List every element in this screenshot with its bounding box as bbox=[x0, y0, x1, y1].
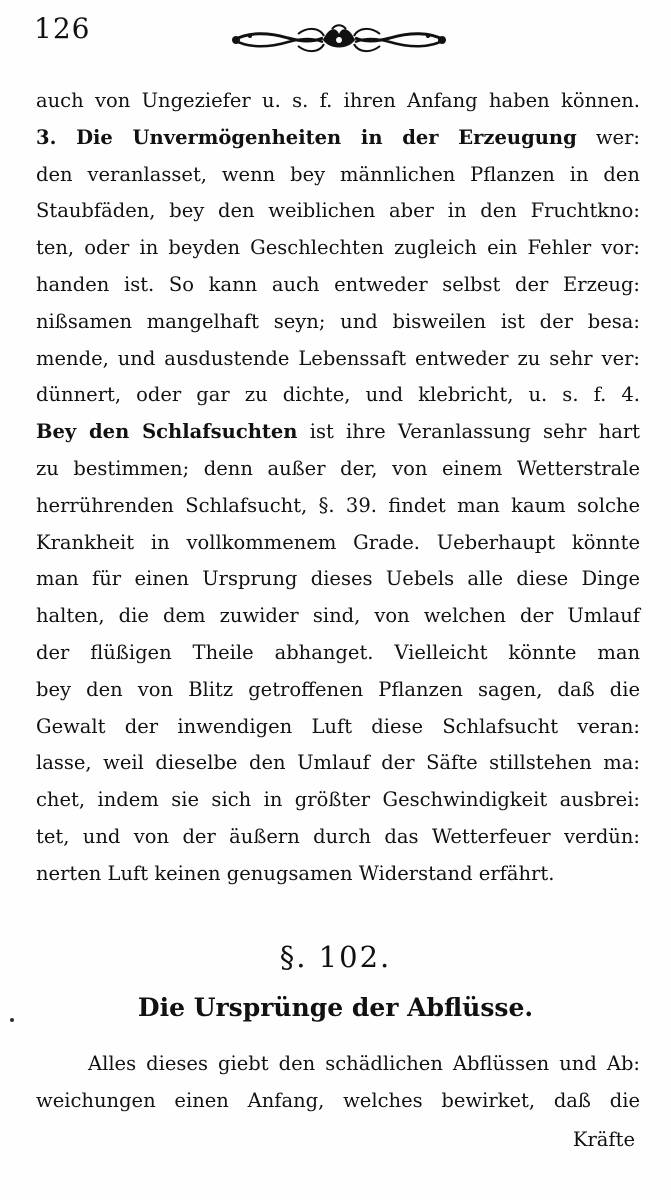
text-run: chet, indem sie sich in größter Geschwindigkeit ausbrei: bbox=[36, 788, 640, 812]
text-run: Gewalt der inwendigen Luft diese Schlafsucht veran: bbox=[36, 714, 640, 738]
text-run: weichungen einen Anfang, welches bewirket, daß die bbox=[36, 1088, 640, 1112]
paragraph1-line bbox=[36, 709, 640, 746]
paragraph1-line bbox=[36, 157, 640, 194]
text-run: lasse, weil dieselbe den Umlauf der Säfte stillstehen ma: bbox=[36, 751, 640, 775]
text-run: handen ist. So kann auch entweder selbst der Erzeug: bbox=[36, 272, 640, 296]
paragraph1-line bbox=[36, 193, 640, 230]
paragraph1-line bbox=[36, 120, 640, 157]
paragraph-section-102 bbox=[36, 1046, 640, 1120]
section-number: §. 102. bbox=[279, 940, 392, 974]
catchword: Kräfte bbox=[572, 1128, 635, 1151]
paragraph1-line bbox=[36, 341, 640, 378]
paragraph1-line bbox=[36, 745, 640, 782]
text-run: bey den von Blitz getroffenen Pflanzen sagen, daß die bbox=[36, 677, 640, 701]
text-run: halten, die dem zuwider sind, von welchen der Umlauf bbox=[36, 604, 640, 628]
text-run: nißsamen mangelhaft seyn; und bisweilen ist der besa: bbox=[36, 309, 640, 333]
paragraph1-line bbox=[36, 488, 640, 525]
print-speck bbox=[10, 1018, 14, 1022]
text-run: wer: bbox=[576, 125, 640, 149]
paragraph1-line bbox=[36, 598, 640, 635]
text-run: mende, und ausdustende Lebenssaft entweder zu sehr ver: bbox=[36, 346, 640, 370]
text-run: den veranlasset, wenn bey männlichen Pflanzen in den bbox=[36, 162, 640, 186]
paragraph1-line bbox=[36, 561, 640, 598]
section-heading: Die Ursprünge der Abflüsse. bbox=[137, 993, 534, 1022]
text-run: dünnert, oder gar zu dichte, und klebricht, u. s. f. 4. bbox=[36, 383, 640, 407]
paragraph1-line bbox=[36, 230, 640, 267]
ornament-icon bbox=[228, 24, 450, 56]
text-run: Staubfäden, bey den weiblichen aber in den Fruchtkno: bbox=[36, 199, 640, 223]
text-run: tet, und von der äußern durch das Wetterfeuer verdün: bbox=[36, 824, 640, 848]
paragraph1-line bbox=[36, 377, 640, 414]
paragraph1-line bbox=[36, 782, 640, 819]
paragraph1-line bbox=[36, 525, 640, 562]
text-run: herrührenden Schlafsucht, §. 39. findet man kaum solche bbox=[36, 493, 640, 517]
page-number: 126 bbox=[34, 12, 91, 45]
paragraph2-line bbox=[36, 1083, 640, 1120]
text-run: ten, oder in beyden Geschlechten zugleich ein Fehler vor: bbox=[36, 236, 640, 260]
paragraph1-line bbox=[36, 451, 640, 488]
paragraph1-line bbox=[36, 672, 640, 709]
text-run: Krankheit in vollkommenem Grade. Ueberhaupt könnte bbox=[36, 530, 640, 554]
text-run: ist ihre Veranlassung sehr hart bbox=[297, 420, 640, 444]
bold-term: Bey den Schlafsuchten bbox=[36, 420, 298, 444]
text-run: der flüßigen Theile abhanget. Vielleicht könnte man bbox=[36, 640, 640, 664]
paragraph1-line bbox=[36, 856, 640, 893]
paragraph1-line bbox=[36, 83, 640, 120]
text-run: Alles dieses giebt den schädlichen Abflüssen und Ab: bbox=[88, 1052, 640, 1075]
paragraph1-line bbox=[36, 304, 640, 341]
text-run: auch von Ungeziefer u. s. f. ihren Anfang haben können. bbox=[36, 89, 640, 112]
paragraph1-line bbox=[36, 414, 640, 451]
text-run: man für einen Ursprung dieses Uebels alle diese Dinge bbox=[36, 567, 640, 591]
paragraph-main bbox=[36, 83, 640, 893]
paragraph2-line bbox=[36, 1046, 640, 1083]
paragraph1-line bbox=[36, 635, 640, 672]
paragraph1-line bbox=[36, 267, 640, 304]
text-run: zu bestimmen; denn außer der, von einem Wetterstrale bbox=[36, 456, 640, 480]
bold-term: 3. Die Unvermögenheiten in der Erzeugung bbox=[36, 125, 577, 149]
text-run: nerten Luft keinen genugsamen Widerstand erfährt. bbox=[36, 861, 555, 885]
paragraph1-line bbox=[36, 819, 640, 856]
